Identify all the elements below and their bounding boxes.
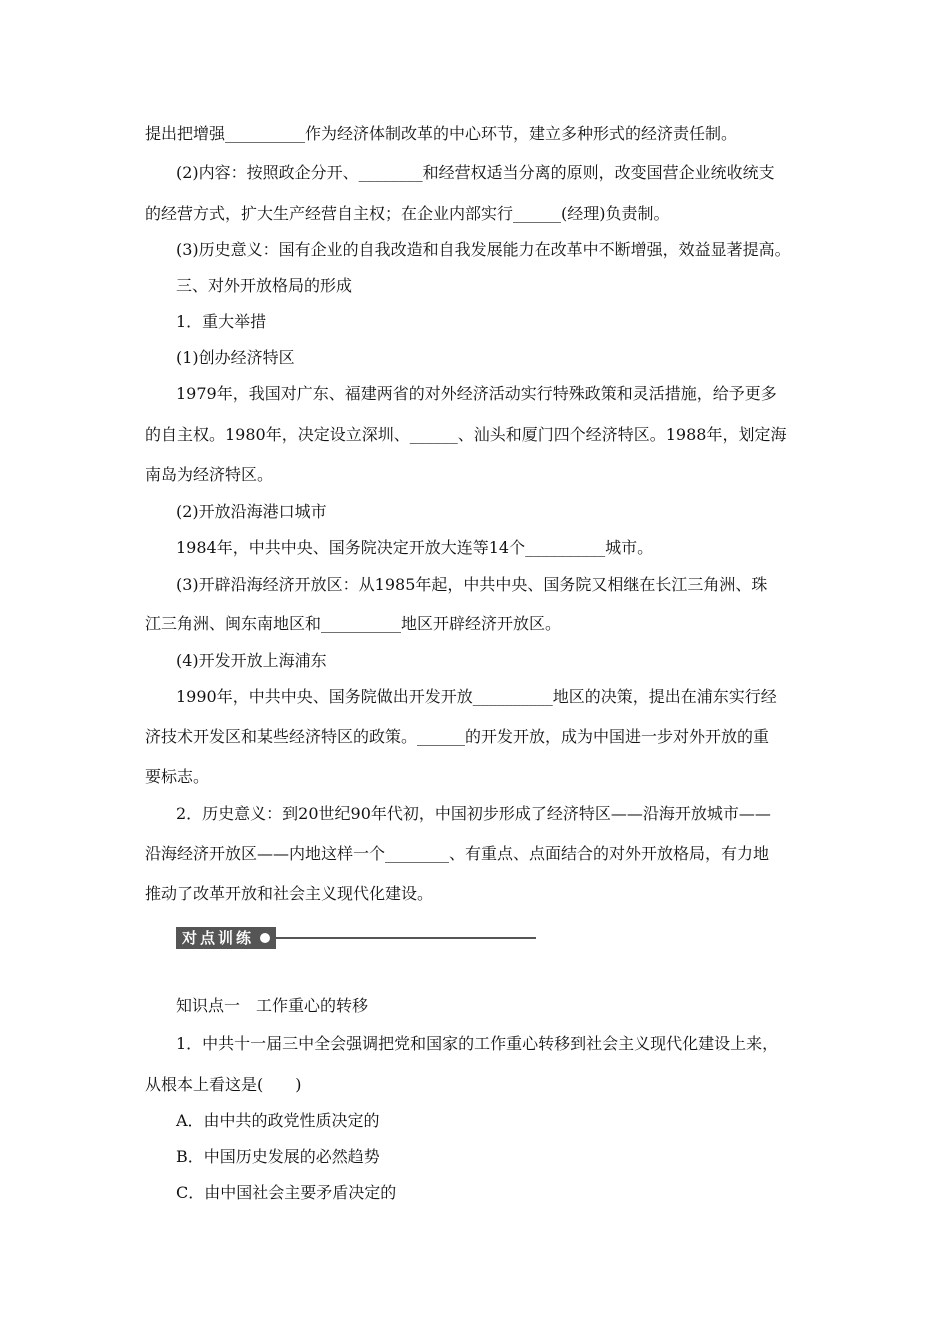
text-line: 要标志。 — [145, 767, 210, 786]
section-heading: 三、对外开放格局的形成 — [176, 276, 353, 295]
banner-rule — [276, 937, 536, 939]
text-line: 1979年，我国对广东、福建两省的对外经济活动实行特殊政策和灵活措施，给予更多 — [176, 384, 777, 403]
text-line: 南岛为经济特区。 — [145, 465, 274, 484]
text-line: 江三角洲、闽东南地区和__________地区开辟经济开放区。 — [145, 614, 562, 633]
option-a: A．由中共的政党性质决定的 — [176, 1111, 380, 1130]
question-text: 从根本上看这是( ) — [145, 1075, 302, 1094]
subsection-heading: (2)开放沿海港口城市 — [176, 502, 327, 521]
text-line: 1990年，中共中央、国务院做出开发开放__________地区的决策，提出在浦东实行经 — [176, 687, 777, 706]
dot-icon — [260, 933, 270, 943]
practice-banner — [176, 927, 536, 949]
banner-label: 对点训练 — [182, 929, 255, 947]
option-c: C．由中国社会主要矛盾决定的 — [176, 1183, 397, 1202]
text-line: (3)历史意义：国有企业的自我改造和自我发展能力在改革中不断增强，效益显著提高。 — [176, 240, 791, 259]
subsection-heading: (1)创办经济特区 — [176, 348, 295, 367]
text-line: (2)内容：按照政企分开、________和经营权适当分离的原则，改变国营企业统收统支 — [176, 163, 775, 182]
question-text: 1．中共十一届三中全会强调把党和国家的工作重心转移到社会主义现代化建设上来， — [176, 1034, 779, 1053]
text-line: 1984年，中共中央、国务院决定开放大连等14个__________城市。 — [176, 538, 654, 557]
text-line: 提出把增强__________作为经济体制改革的中心环节，建立多种形式的经济责任制。 — [145, 124, 738, 143]
text-line: 推动了改革开放和社会主义现代化建设。 — [145, 884, 434, 903]
text-line: 的自主权。1980年，决定设立深圳、______、汕头和厦门四个经济特区。1988年，划定海 — [145, 425, 787, 444]
knowledge-point-heading: 知识点一 工作重心的转移 — [176, 996, 369, 1015]
subsection-heading: 1．重大举措 — [176, 312, 267, 331]
banner-box — [176, 927, 276, 949]
subsection-heading: (4)开发开放上海浦东 — [176, 651, 327, 670]
text-line: 2．历史意义：到20世纪90年代初，中国初步形成了经济特区——沿海开放城市—— — [176, 804, 771, 823]
text-line: (3)开辟沿海经济开放区：从1985年起，中共中央、国务院又相继在长江三角洲、珠 — [176, 575, 768, 594]
text-line: 沿海经济开放区——内地这样一个________、有重点、点面结合的对外开放格局，有力地 — [145, 844, 770, 863]
text-line: 济技术开发区和某些经济特区的政策。______的开发开放，成为中国进一步对外开放的重 — [145, 727, 770, 746]
option-b: B．中国历史发展的必然趋势 — [176, 1147, 380, 1166]
text-line: 的经营方式，扩大生产经营自主权；在企业内部实行______(经理)负责制。 — [145, 204, 670, 223]
